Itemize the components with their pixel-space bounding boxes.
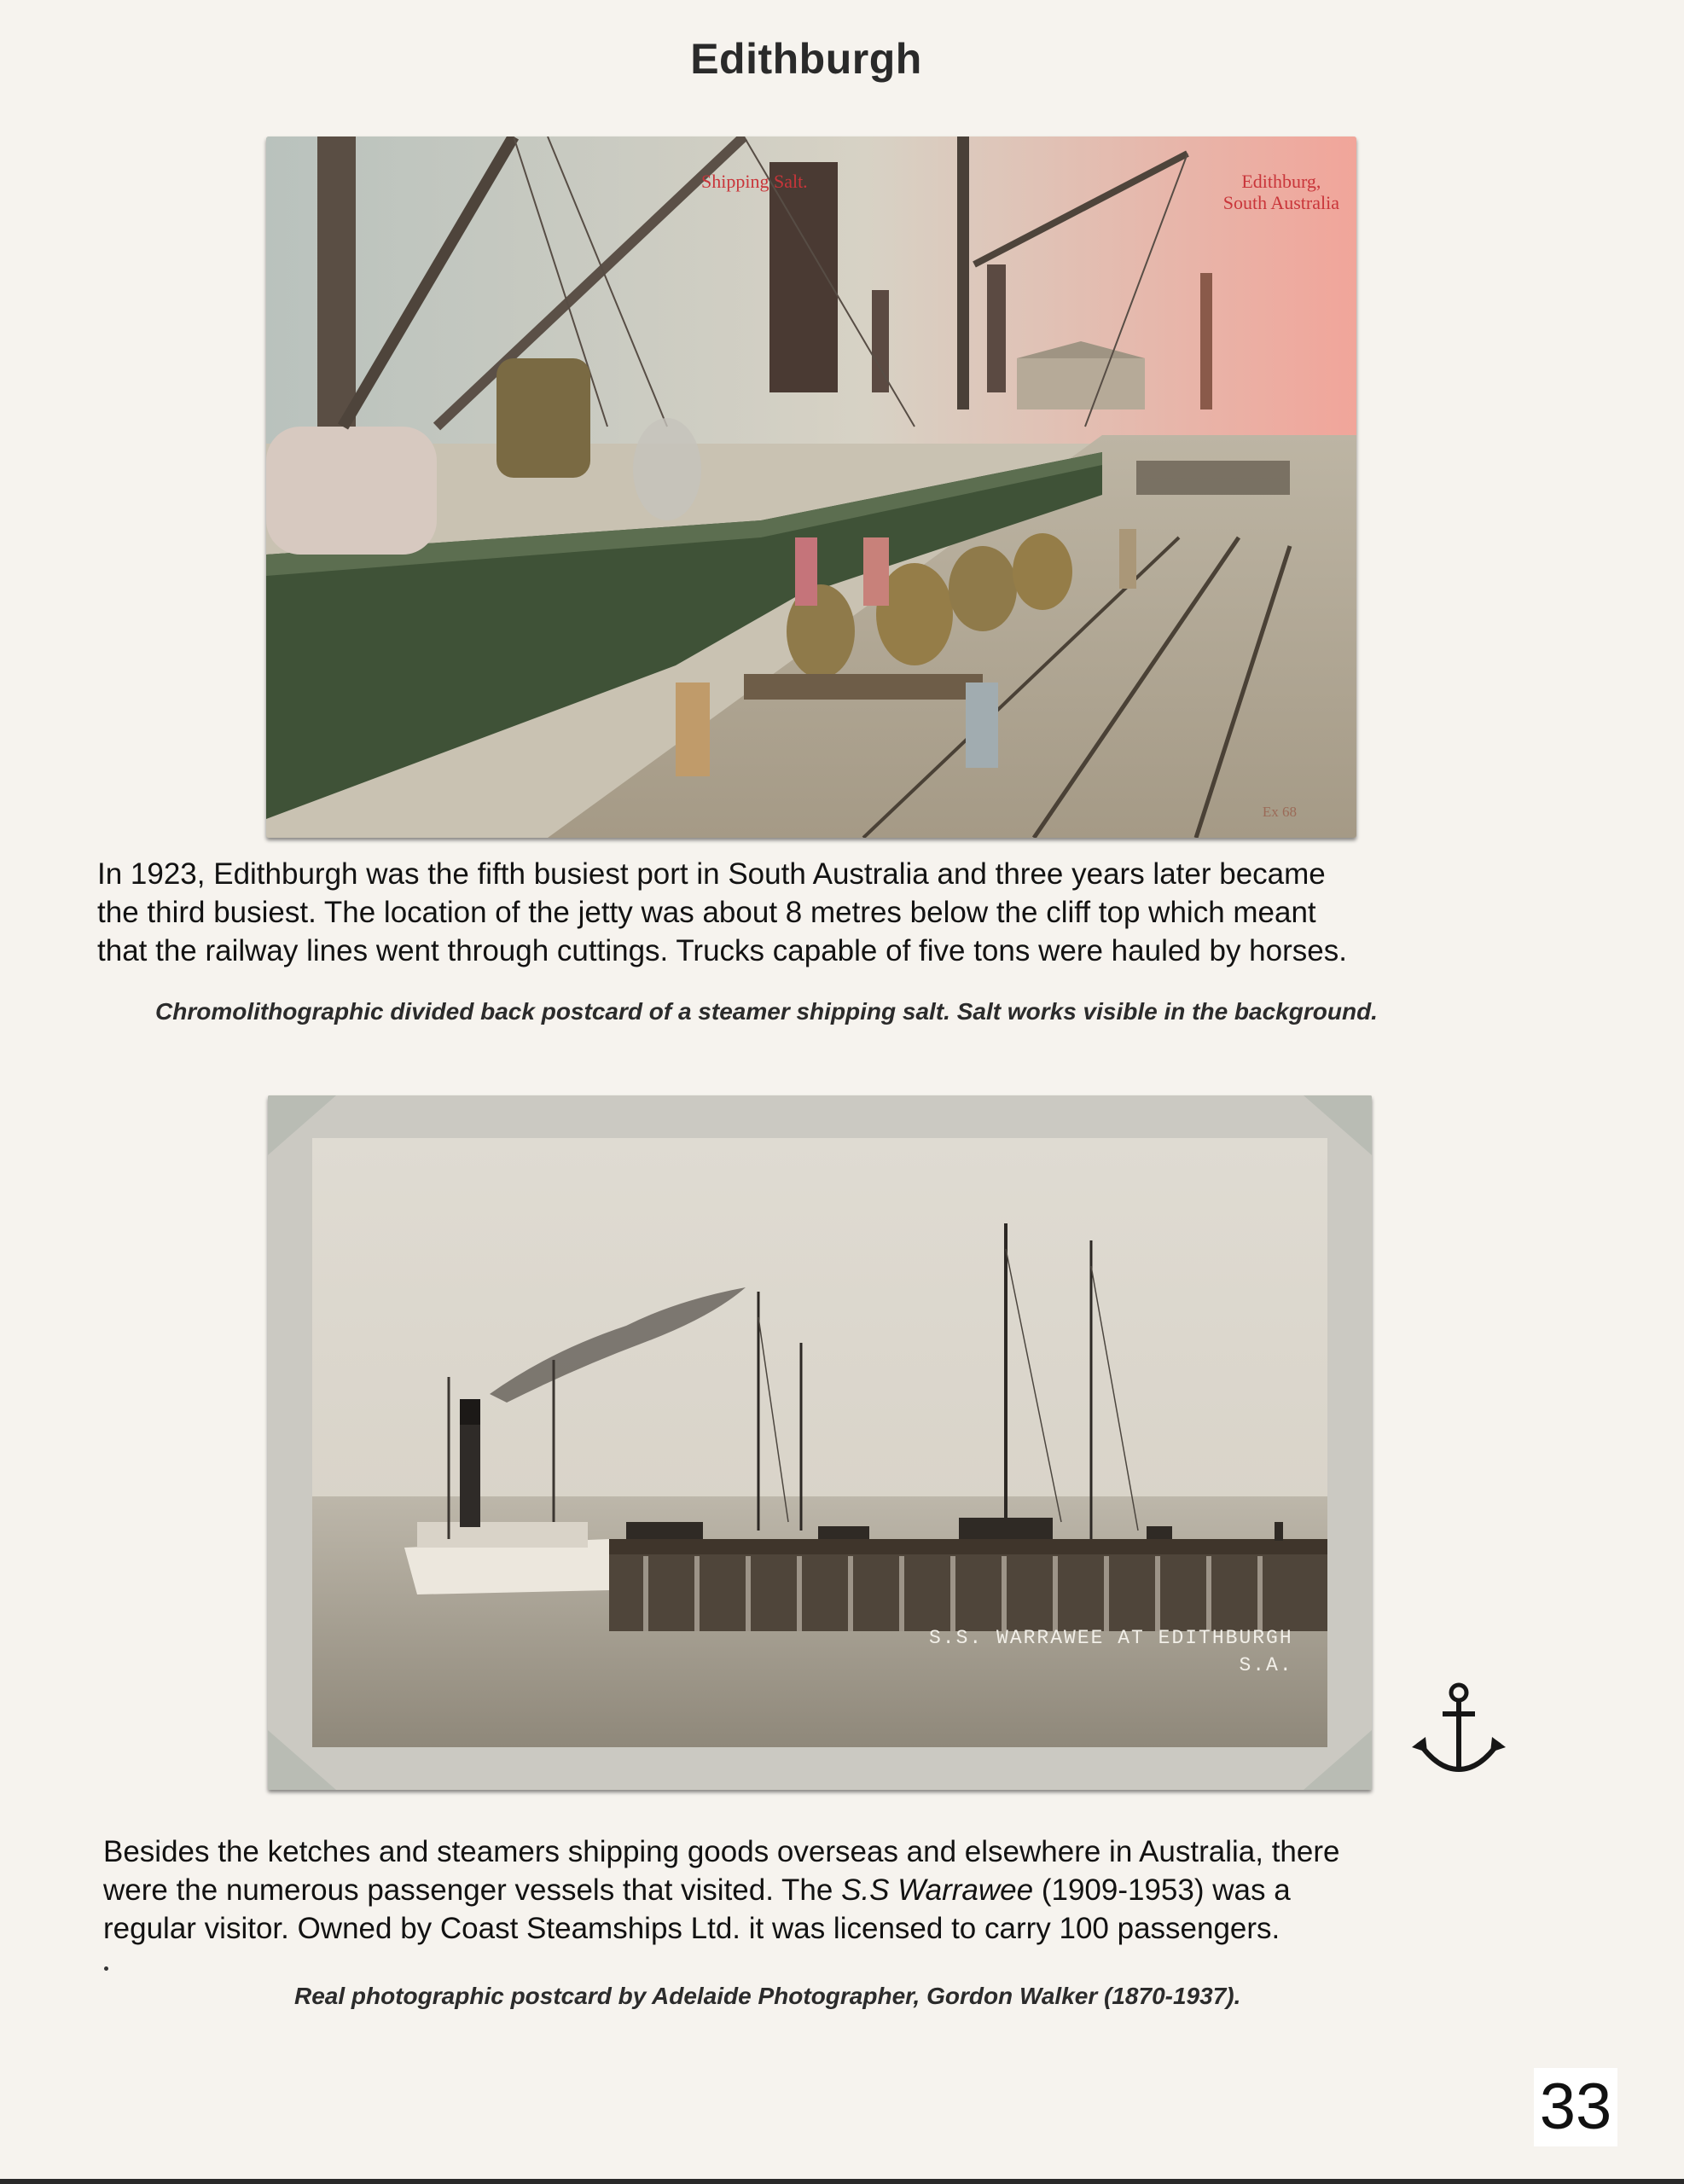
paragraph-2-line2-end: (1909-1953) was a [1033,1873,1291,1907]
paragraph-1-line1: In 1923, Edithburgh was the fifth busiest port in South Australia and three years later became [97,857,1326,891]
paragraph-1-line2: the third busiest. The location of the jetty was about 8 metres below the cliff top which meant [97,896,1316,929]
postcard-2-caption [929,1624,1293,1679]
paragraph-2 [103,1833,1553,1948]
paragraph-2-line2-start: were the numerous passenger vessels that visited. The [103,1873,842,1907]
postcard-2-caption-line2: S.A. [1239,1654,1293,1676]
anchor-icon [1412,1681,1506,1779]
postcard-1-caption-right [1223,171,1339,213]
page-number: 33 [1534,2068,1617,2146]
paragraph-2-line1: Besides the ketches and steamers shipping goods overseas and elsewhere in Australia, there [103,1835,1340,1868]
postcard-1-caption-left: Shipping Salt. [701,171,808,192]
postcard-2-description: Real photographic postcard by Adelaide Photographer, Gordon Walker (1870-1937). [294,1983,1241,2009]
page-title: Edithburgh [690,35,922,83]
postcard-1-caption-right-line2: South Australia [1222,192,1339,213]
postcard-2-caption-line1: S.S. WARRAWEE AT EDITHBURGH [929,1627,1293,1649]
edithburgh-jetty [609,1539,1327,1554]
paragraph-1-line3: that the railway lines went through cuttings. Trucks capable of five tons were hauled by horses. [97,934,1347,967]
paragraph-1 [97,855,1548,970]
postcard-1-caption-right-line1: Edithburg, [1241,171,1321,192]
salt-sacks-hoist [496,358,590,478]
postcard-1-reference: Ex 68 [1262,804,1297,820]
warrawee-postcard [268,1095,1372,1790]
warrawee-photograph [268,1095,1372,1790]
salt-works-building [1017,358,1145,410]
stray-dot [104,1966,108,1971]
paragraph-2-line2 [103,1871,1553,1909]
paragraph-2-line3: regular visitor. Owned by Coast Steamships Ltd. it was licensed to carry 100 passengers. [103,1912,1280,1945]
salt-shipping-postcard [266,136,1356,838]
ship-name: S.S Warrawee [841,1873,1034,1907]
salt-shipping-illustration [266,136,1356,838]
salt-works-chimney [1200,273,1212,410]
postcard-1-description: Chromolithographic divided back postcard of a steamer shipping salt. Salt works visible in the background. [155,998,1378,1025]
